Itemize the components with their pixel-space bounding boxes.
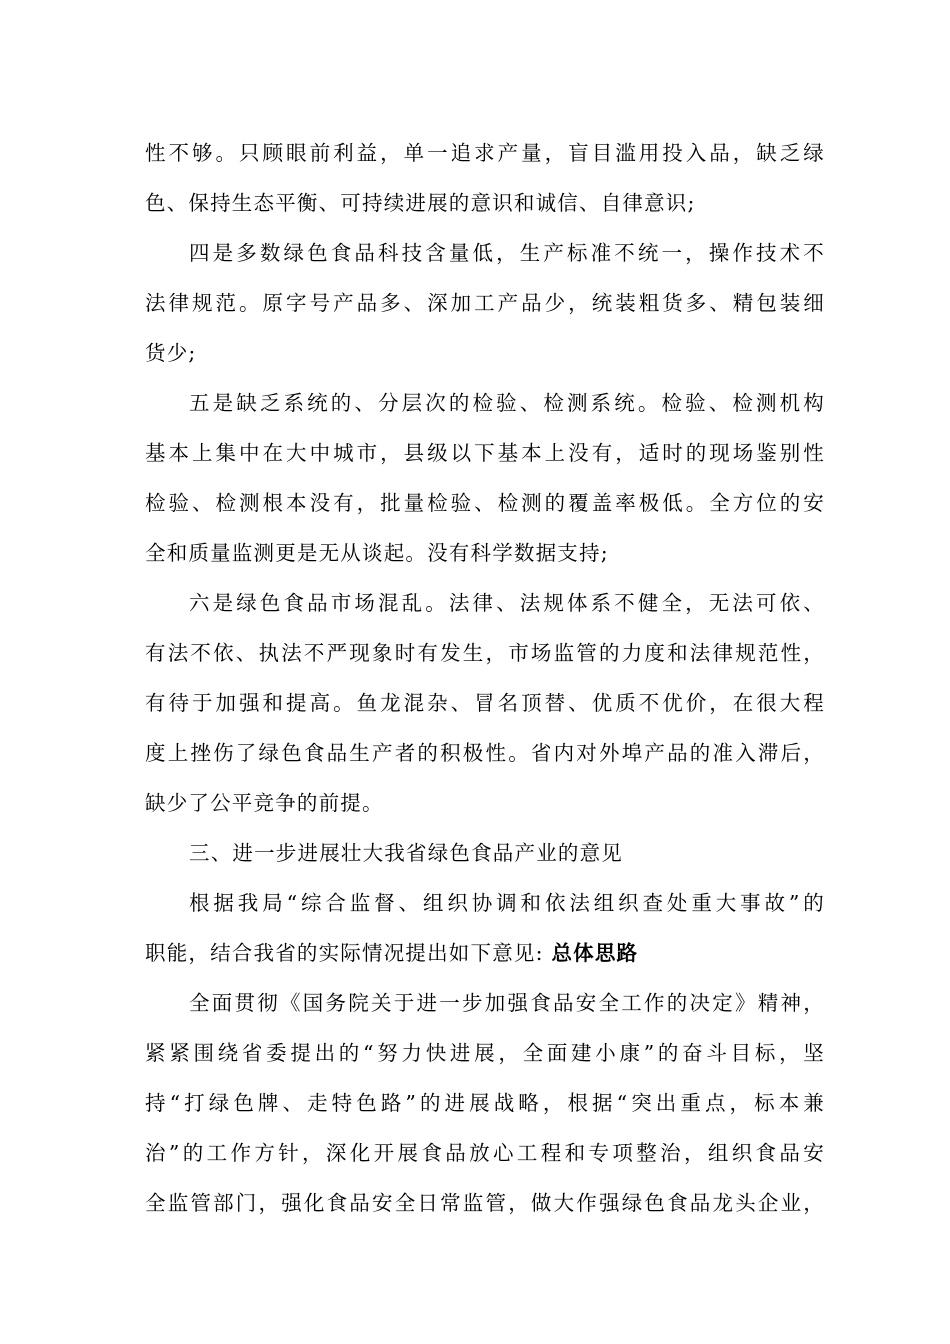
document-page: [145, 128, 825, 1228]
section-heading: 三、进一步进展壮大我省绿色食品产业的意见: [189, 841, 623, 865]
text-line: 全和质量监测更是无从谈起。没有科学数据支持;: [145, 541, 609, 565]
text-normal: 职能，结合我省的实际情况提出如下意见:: [145, 941, 552, 965]
text-line: 检验、检测根本没有，批量检验、检测的覆盖率极低。全方位的安: [145, 491, 825, 515]
text-line: 治”的工作方针，深化开展食品放心工程和专项整治，组织食品安: [145, 1141, 825, 1165]
paragraph-block-1: [145, 128, 825, 828]
bold-heading-inline: 总体思路: [551, 941, 639, 965]
paragraph-block-2: [145, 878, 825, 978]
text-line: 六是绿色食品市场混乱。法律、法规体系不健全，无法可依、: [189, 591, 825, 615]
text-line-mixed: [145, 928, 825, 978]
text-line: 色、保持生态平衡、可持续进展的意识和诚信、自律意识;: [145, 191, 696, 215]
text-line: 基本上集中在大中城市，县级以下基本上没有，适时的现场鉴别性: [145, 441, 825, 465]
text-line: 有法不依、执法不严现象时有发生，市场监管的力度和法律规范性，: [145, 641, 825, 665]
text-line: 四是多数绿色食品科技含量低，生产标准不统一，操作技术不: [189, 241, 825, 265]
text-line: 根据我局“综合监督、组织协调和依法组织查处重大事故”的: [189, 891, 825, 915]
text-line: 五是缺乏系统的、分层次的检验、检测系统。检验、检测机构: [189, 391, 825, 415]
text-line: 紧紧围绕省委提出的“努力快进展，全面建小康”的奋斗目标，坚: [145, 1041, 825, 1065]
paragraph-block-3: [145, 978, 825, 1228]
text-line: 持“打绿色牌、走特色路”的进展战略，根据“突出重点，标本兼: [145, 1091, 825, 1115]
text-line: 全面贯彻《国务院关于进一步加强食品安全工作的决定》精神，: [189, 991, 825, 1015]
text-line: 性不够。只顾眼前利益，单一追求产量，盲目滥用投入品，缺乏绿: [145, 141, 825, 165]
text-line: 全监管部门，强化食品安全日常监管，做大作强绿色食品龙头企业，: [145, 1191, 825, 1215]
text-line: 货少;: [145, 341, 197, 365]
text-line: 度上挫伤了绿色食品生产者的积极性。省内对外埠产品的准入滞后，: [145, 741, 825, 765]
text-line: 缺少了公平竞争的前提。: [145, 791, 384, 815]
text-line: 法律规范。原字号产品多、深加工产品少，统装粗货多、精包装细: [145, 291, 825, 315]
text-line: 有待于加强和提高。鱼龙混杂、冒名顶替、优质不优价，在很大程: [145, 691, 825, 715]
